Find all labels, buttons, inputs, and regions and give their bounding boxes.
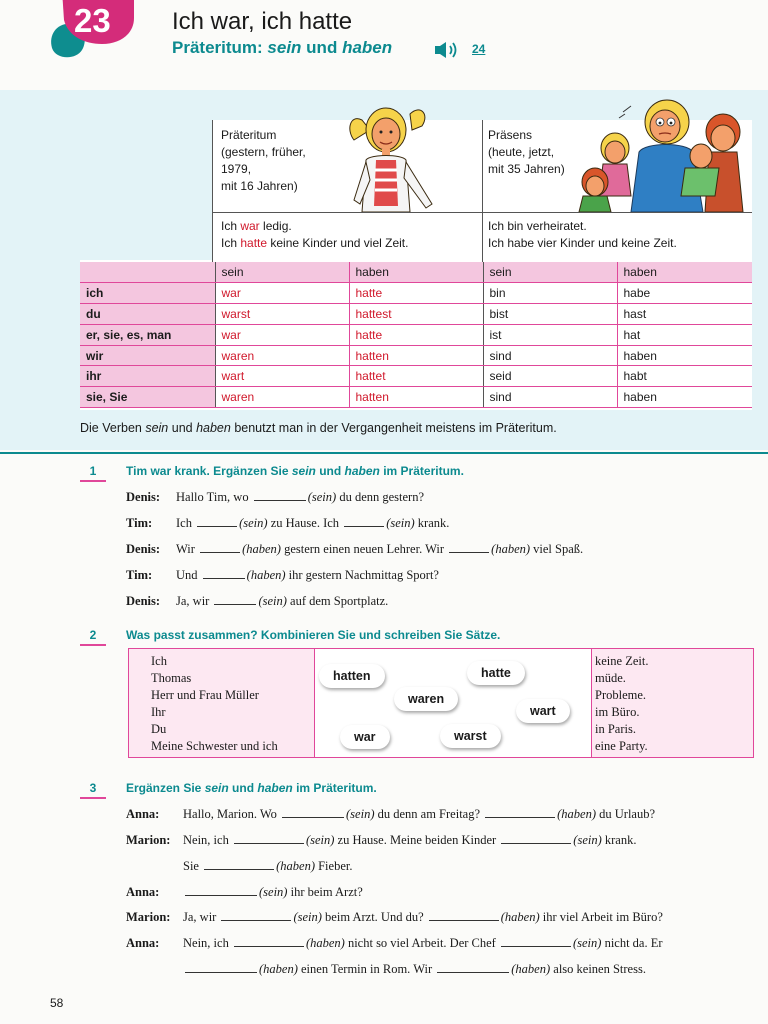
dialogue-text: ihr beim Arzt? [287, 885, 363, 899]
verb-chip[interactable]: waren [394, 687, 458, 711]
table-cell: habt [617, 366, 752, 387]
ending-item: keine Zeit. [595, 654, 649, 668]
table-cell-pronoun: wir [80, 345, 215, 366]
verb-hint: (haben) [276, 859, 315, 873]
title-verb: haben [344, 464, 380, 478]
answer-blank[interactable] [501, 834, 571, 844]
verb-chip[interactable]: war [340, 725, 390, 749]
table-cell: war [215, 283, 349, 304]
table-cell: hat [617, 324, 752, 345]
verb-hint: (sein) [386, 516, 415, 530]
verb-hint: (sein) [293, 910, 322, 924]
ending-item: müde. [595, 671, 626, 685]
table-cell: warst [215, 304, 349, 325]
speaker-label: Anna: [126, 807, 160, 821]
dialogue-text: du denn am Freitag? [374, 807, 484, 821]
verb-hint: (haben) [500, 910, 540, 924]
past-intro-line: (gestern, früher, [221, 145, 306, 159]
table-cell-pronoun: er, sie, es, man [80, 324, 215, 345]
verb-hint: (sein) [258, 594, 287, 608]
verb-chip[interactable]: hatte [467, 661, 525, 685]
example-text: Ich [221, 219, 241, 233]
table-cell: hatten [349, 387, 483, 408]
grammar-note [80, 421, 557, 435]
speaker-label: Tim: [126, 568, 153, 582]
table-cell: bin [483, 283, 617, 304]
section-divider [0, 452, 768, 454]
verb-chip[interactable]: hatten [319, 664, 385, 688]
present-intro-line: (heute, jetzt, [488, 145, 555, 159]
subject-item: Ihr [151, 705, 166, 719]
dialogue-text: beim Arzt. Und du? [321, 910, 427, 924]
present-intro-line: mit 35 Jahren) [488, 162, 565, 176]
dialogue-line [183, 859, 352, 874]
present-intro [488, 127, 565, 178]
note-text: benutzt man in der Vergangenheit meistens im Präteritum. [230, 421, 557, 435]
ending-item: in Paris. [595, 722, 636, 736]
dialogue-text: krank. [414, 516, 450, 530]
divider-middle [482, 120, 483, 262]
dialogue-line [183, 885, 363, 900]
table-row [80, 366, 752, 387]
answer-blank[interactable] [203, 569, 245, 579]
present-example-line: Ich habe vier Kinder und keine Zeit. [488, 236, 677, 250]
note-text: Die Verben [80, 421, 146, 435]
example-highlight: war [240, 219, 260, 233]
dialogue-text: viel Spaß. [530, 542, 584, 556]
subject-item: Ich [151, 654, 167, 668]
present-example [488, 218, 677, 252]
verb-hint: (sein) [572, 936, 602, 950]
subtitle-sein: sein [267, 38, 302, 57]
dialogue-text: Hallo Tim, wo [176, 490, 252, 504]
subtitle-haben: haben [342, 38, 393, 57]
speaker-label: Denis: [126, 542, 161, 556]
dialogue-line [183, 833, 636, 848]
audio-track-number[interactable]: 24 [472, 42, 486, 56]
dialogue-text: zu Hause. Meine beiden Kinder [334, 833, 500, 847]
note-verb: haben [196, 421, 231, 435]
dialogue-text: ihr viel Arbeit im Büro? [539, 910, 663, 924]
speaker-icon[interactable] [434, 40, 464, 60]
dialogue-text: auf dem Sportplatz. [286, 594, 389, 608]
answer-blank[interactable] [429, 911, 499, 921]
subject-item: Meine Schwester und ich [151, 739, 278, 753]
table-cell: haben [617, 345, 752, 366]
table-cell: waren [215, 387, 349, 408]
note-verb: sein [145, 421, 169, 435]
title-text: und [315, 464, 345, 478]
answer-blank[interactable] [485, 808, 555, 818]
exercise-number: 1 [89, 464, 97, 478]
ending-item: Probleme. [595, 688, 647, 702]
table-cell: wart [215, 366, 349, 387]
answer-blank[interactable] [204, 860, 274, 870]
past-intro-line: 1979, [221, 162, 252, 176]
dialogue-text: Und [176, 568, 201, 582]
table-header-row [80, 262, 752, 283]
title-verb: sein [291, 464, 316, 478]
dialogue-text: Nein, ich [183, 833, 232, 847]
table-header [80, 262, 215, 283]
verb-hint: (sein) [307, 490, 337, 504]
table-row [80, 387, 752, 408]
verb-hint: (haben) [557, 807, 597, 821]
exercise-number-underline [80, 797, 106, 799]
table-cell: haben [617, 387, 752, 408]
table-cell: hattet [349, 366, 483, 387]
subject-item: Du [151, 722, 167, 736]
answer-blank[interactable] [200, 543, 240, 553]
dialogue-line [183, 936, 663, 951]
subtitle-und: und [301, 38, 343, 57]
verb-hint: (haben) [246, 568, 286, 582]
example-text: ledig. [259, 219, 292, 233]
answer-blank[interactable] [344, 517, 384, 527]
verb-hint: (haben) [511, 962, 551, 976]
dialogue-line [176, 542, 583, 557]
dialogue-text: Nein, ich [183, 936, 232, 950]
speaker-label: Anna: [126, 885, 160, 899]
subtitle-prefix: Präteritum: [172, 38, 268, 57]
present-example-line: Ich bin verheiratet. [488, 219, 587, 233]
speaker-label: Denis: [126, 490, 161, 504]
table-cell: hast [617, 304, 752, 325]
title-text: im Präteritum. [379, 464, 464, 478]
answer-blank[interactable] [185, 886, 257, 896]
table-cell: sind [483, 387, 617, 408]
title-text: im Präteritum. [292, 781, 377, 795]
answer-blank[interactable] [449, 543, 489, 553]
dialogue-line [176, 516, 449, 531]
divider-left [212, 120, 213, 262]
dialogue-line [183, 962, 646, 977]
dialogue-line [183, 910, 663, 925]
answer-blank[interactable] [282, 808, 344, 818]
table-cell: hatten [349, 345, 483, 366]
exercise-title [126, 464, 464, 478]
unit-number: 23 [74, 2, 111, 39]
dialogue-text: Fieber. [314, 859, 353, 873]
answer-blank[interactable] [197, 517, 237, 527]
family-illustration [575, 96, 755, 212]
table-cell: hatte [349, 283, 483, 304]
verb-chip[interactable]: warst [440, 724, 501, 748]
dialogue-line [176, 568, 439, 583]
table-header: sein [215, 262, 349, 283]
table-cell: waren [215, 345, 349, 366]
table-row [80, 304, 752, 325]
past-example [221, 218, 408, 252]
answer-blank[interactable] [501, 937, 571, 947]
dialogue-text: Wir [176, 542, 199, 556]
dialogue-text: Ja, wir [176, 594, 213, 608]
subject-item: Herr und Frau Müller [151, 688, 259, 702]
young-woman-illustration [340, 100, 450, 212]
title-verb: haben [257, 781, 293, 795]
dialogue-text: Ich [176, 516, 196, 530]
table-cell: hattest [349, 304, 483, 325]
past-example-line-2 [221, 235, 408, 252]
dialogue-text: ihr gestern Nachmittag Sport? [285, 568, 439, 582]
table-cell-pronoun: sie, Sie [80, 387, 215, 408]
table-row [80, 324, 752, 345]
verb-hint: (haben) [242, 542, 281, 556]
ending-list [595, 653, 648, 755]
answer-blank[interactable] [234, 937, 304, 947]
exercise-number-underline [80, 644, 106, 646]
table-cell-pronoun: du [80, 304, 215, 325]
example-text: keine Kinder und viel Zeit. [267, 236, 409, 250]
table-cell: sind [483, 345, 617, 366]
title-text: Tim war krank. Ergänzen Sie [126, 464, 292, 478]
table-header: haben [349, 262, 483, 283]
example-highlight: hatte [240, 236, 268, 250]
conjugation-table [80, 262, 752, 408]
answer-blank[interactable] [254, 491, 306, 501]
note-text: und [168, 421, 197, 435]
subject-item: Thomas [151, 671, 192, 685]
example-text: Ich [221, 236, 241, 250]
page-title: Ich war, ich hatte [172, 8, 353, 35]
combination-box [128, 648, 754, 758]
verb-hint: (haben) [305, 936, 345, 950]
dialogue-text: Ja, wir [183, 910, 220, 924]
past-intro-line: mit 16 Jahren) [221, 179, 298, 193]
dialogue-text: nicht so viel Arbeit. Der Chef [344, 936, 499, 950]
verb-hint: (haben) [259, 962, 298, 976]
page-number: 58 [50, 996, 64, 1010]
dialogue-text: Sie [183, 859, 203, 873]
table-cell-pronoun: ich [80, 283, 215, 304]
dialogue-text: krank. [601, 833, 637, 847]
verb-chip[interactable]: wart [516, 699, 570, 723]
exercise-title [126, 781, 377, 795]
title-verb: sein [204, 781, 229, 795]
table-row [80, 345, 752, 366]
past-intro [221, 127, 306, 195]
exercise-number: 2 [89, 628, 97, 642]
title-text: und [228, 781, 258, 795]
title-text: Ergänzen Sie [126, 781, 205, 795]
table-row [80, 283, 752, 304]
dialogue-line [176, 594, 388, 609]
subject-list [151, 653, 278, 755]
table-cell: war [215, 324, 349, 345]
table-cell: ist [483, 324, 617, 345]
verb-hint: (sein) [305, 833, 335, 847]
dialogue-line [183, 807, 655, 822]
answer-blank[interactable] [185, 963, 257, 973]
answer-blank[interactable] [234, 834, 304, 844]
page-subtitle [172, 38, 392, 58]
present-intro-line: Präsens [488, 128, 533, 142]
table-header: haben [617, 262, 752, 283]
dialogue-text: du Urlaub? [596, 807, 656, 821]
table-cell-pronoun: ihr [80, 366, 215, 387]
verb-hint: (haben) [491, 542, 531, 556]
table-cell: habe [617, 283, 752, 304]
speaker-label: Anna: [126, 936, 160, 950]
verb-hint: (sein) [259, 885, 288, 899]
dialogue-text: zu Hause. Ich [267, 516, 343, 530]
divider-example [212, 212, 752, 213]
dialogue-text: nicht da. Er [601, 936, 663, 950]
ending-item: im Büro. [595, 705, 640, 719]
exercise-title: Was passt zusammen? Kombinieren Sie und schreiben Sie Sätze. [126, 628, 501, 642]
answer-blank[interactable] [437, 963, 509, 973]
dialogue-text: also keinen Stress. [550, 962, 646, 976]
speaker-label: Marion: [126, 910, 171, 924]
exercise-number: 3 [89, 781, 97, 795]
dialogue-text: gestern einen neuen Lehrer. Wir [280, 542, 448, 556]
answer-blank[interactable] [221, 911, 291, 921]
past-intro-line: Präteritum [221, 128, 277, 142]
verb-hint: (sein) [573, 833, 602, 847]
table-cell: hatte [349, 324, 483, 345]
dialogue-text: Hallo, Marion. Wo [183, 807, 281, 821]
grammar-corner [80, 120, 212, 260]
speaker-label: Tim: [126, 516, 153, 530]
table-header: sein [483, 262, 617, 283]
verb-hint: (sein) [346, 807, 375, 821]
past-example-line-1 [221, 218, 408, 235]
speaker-label: Denis: [126, 594, 161, 608]
exercise-number-underline [80, 480, 106, 482]
dialogue-line [176, 490, 424, 505]
dialogue-text: einen Termin in Rom. Wir [297, 962, 436, 976]
speaker-label: Marion: [126, 833, 171, 847]
verb-hint: (sein) [239, 516, 268, 530]
ending-item: eine Party. [595, 739, 648, 753]
answer-blank[interactable] [214, 595, 256, 605]
dialogue-text: du denn gestern? [336, 490, 425, 504]
table-cell: bist [483, 304, 617, 325]
table-cell: seid [483, 366, 617, 387]
